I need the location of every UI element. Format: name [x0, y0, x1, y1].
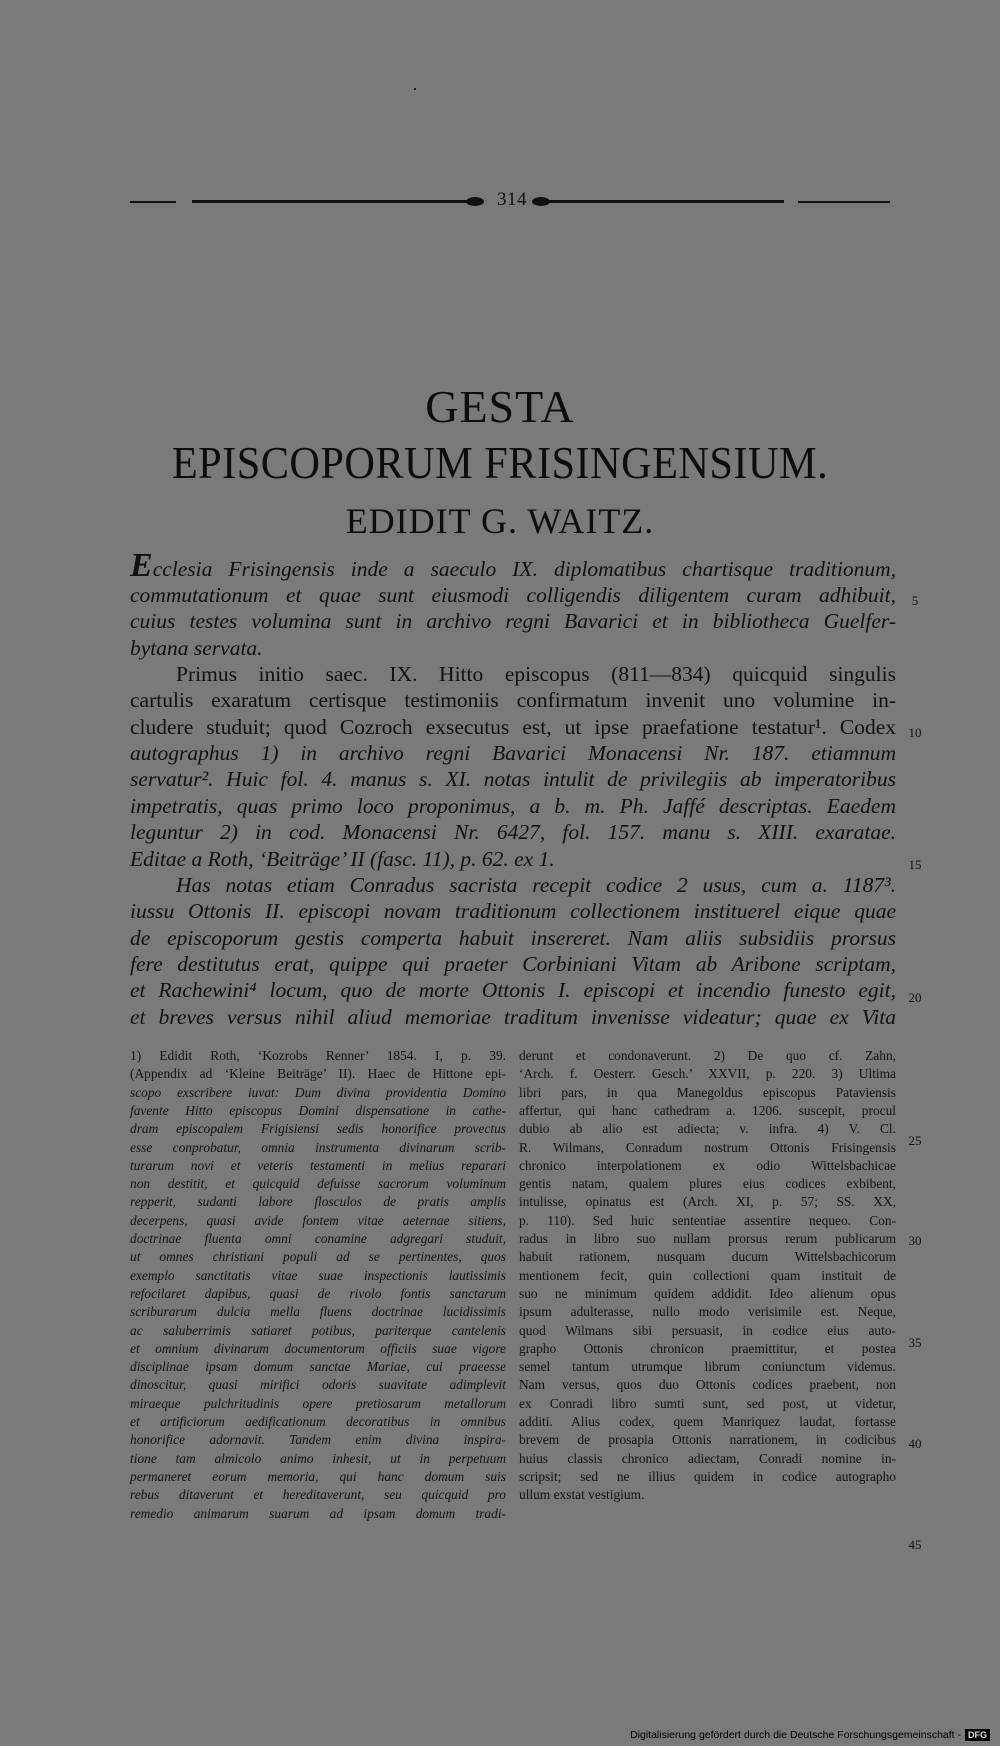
footnote-line: semel tantum utrumque librum coniunctum videmus.	[519, 1359, 896, 1375]
body-line: Has notas etiam Conradus sacrista recepit codice 2 usus, cum a. 1187³.	[176, 873, 896, 897]
body-line: et breves versus nihil aliud memoriae traditum invenisse videatur; quae ex Vita	[130, 1005, 896, 1029]
footnote-line: gentis natam, qualem plures eius codices exbibent,	[519, 1176, 896, 1192]
footnote-line: huius classis chronico adiectam, Conradi nomine in-	[519, 1450, 896, 1466]
body-line: fere destitutus erat, quippe qui praeter Corbiniani Vitam ab Aribone scriptam,	[130, 952, 896, 976]
footnote-line: chronico interpolationem ex odio Wittelsbachicae	[519, 1157, 896, 1173]
footnote-line: suo ne minimum quidem addidit. Ideo alienum opus	[519, 1285, 896, 1301]
body-line: leguntur 2) in cod. Monacensi Nr. 6427, fol. 157. manu s. XIII. exaratae.	[130, 820, 896, 844]
line-number: 15	[908, 857, 922, 872]
footnote-line: scopo exscribere iuvat: Dum divina providentia Domino	[130, 1084, 506, 1100]
footnote-line: favente Hitto episcopus Domini dispensatione in cathe-	[130, 1102, 506, 1118]
footnote-line: habuit rationem, nusquam ducum Wittelsbachicorum	[519, 1249, 896, 1265]
body-line: impetratis, quas primo loco proponimus, a b. m. Ph. Jaffé descriptas. Eaedem	[130, 794, 896, 818]
body-line: cartulis exaratum certisque testimoniis confirmatum invenit uno volumine in-	[130, 688, 896, 712]
footnote-line: disciplinae ipsam domum sanctae Mariae, cui praeesse	[130, 1359, 506, 1375]
footnote-line: non destitit, et quicquid defuisse sacrorum voluminum	[130, 1176, 506, 1192]
footnote-line: dubio ab alio est adiecta; v. infra. 4) V. Cl.	[519, 1121, 896, 1137]
footnote-line: ac saluberrimis satiaret potibus, pariterque cantelenis	[130, 1322, 506, 1338]
footnote-line: honorifice adornavit. Tandem enim divina inspira-	[130, 1432, 506, 1448]
footnote-line: brevem de prosapia Ottonis narrationem, in codicibus	[519, 1432, 896, 1448]
footnote-line: et omnium divinarum documentorum officiis suae vigore	[130, 1340, 506, 1356]
body-line: Editae a Roth, ‘Beiträge’ II (fasc. 11), p. 62. ex 1.	[130, 847, 555, 871]
footnote-line: dinoscitur, quasi mirifici odoris suavitate adimplevit	[130, 1377, 506, 1393]
footnote-line: intulisse, opinatus est (Arch. XI, p. 57; SS. XX,	[519, 1194, 896, 1210]
footnote-line: repperit, sudanti labore flosculos de pratis amplis	[130, 1194, 506, 1210]
footnote-line: (Appendix ad ‘Kleine Beiträge’ II). Haec de Hittone epi-	[130, 1066, 506, 1082]
footnote-line: remedio animarum suarum ad ipsam domum tradi-	[130, 1505, 506, 1521]
body-line: et Rachewini⁴ locum, quo de morte Ottonis I. episcopi et incendio funesto egit,	[130, 978, 896, 1002]
line-number: 25	[908, 1133, 922, 1148]
footnote-line: scripsit; sed ne illius quidem in codice autographo	[519, 1468, 896, 1484]
footnote-line: turarum novi et veteris testamenti in melius reparari	[130, 1157, 506, 1173]
footnote-line: grapho Ottonis chronicon praemittitur, et postea	[519, 1340, 896, 1356]
dfg-logo: DFG	[965, 1729, 990, 1741]
title-line-3: EDIDIT G. WAITZ.	[345, 501, 655, 541]
body-line: iussu Ottonis II. episcopi novam traditionum collectionem instituerel eique quae	[130, 899, 896, 923]
body-line: Primus initio saec. IX. Hitto episcopus (811—834) quicquid singulis	[176, 662, 896, 686]
line-number: 20	[908, 990, 922, 1005]
header-rule-right-short	[798, 201, 890, 203]
page-header	[130, 189, 890, 211]
body-line: de episcoporum gestis comperta habuit insereret. Nam aliis subsidiis prorsus	[130, 926, 896, 950]
footnote-line: esse conprobatur, omnia instrumenta divinarum scrib-	[130, 1139, 506, 1155]
footnote-line: ullum exstat vestigium.	[519, 1487, 645, 1503]
footnote-line: additi. Alius codex, quem Manriquez laudat, fortasse	[519, 1414, 896, 1429]
header-rule-left-ornament	[192, 200, 478, 203]
footnote-line: ‘Arch. f. Oesterr. Gesch.’ XXVII, p. 220. 3) Ultima	[519, 1066, 896, 1082]
footnote-line: R. Wilmans, Conradum nostrum Ottonis Frisingensis	[519, 1139, 896, 1155]
footnote-line: et artificiorum aedificationum decoratibus in omnibus	[130, 1414, 506, 1429]
speck-mark	[414, 88, 416, 90]
body-line: bytana servata.	[130, 636, 263, 660]
credit-text: Digitalisierung gefördert durch die Deutsche Forschungsgemeinschaft -	[630, 1729, 961, 1741]
footnote-line: decerpens, quasi avide fontem vitae aeternae sitiens,	[130, 1212, 506, 1228]
line-number: 5	[911, 593, 919, 608]
page-number: 314	[497, 189, 527, 210]
footnote-line: quod Wilmans sibi persuasit, in codice eius auto-	[519, 1322, 896, 1338]
footnote-line: affertur, qui hanc cathedram a. 1206. suscepit, procul	[519, 1102, 896, 1118]
line-number: 40	[908, 1436, 922, 1451]
footnote-line: ipsum adulterasse, nullo modo verisimile est. Neque,	[519, 1304, 896, 1320]
footnote-line: derunt et condonaverunt. 2) De quo cf. Zahn,	[519, 1048, 896, 1063]
footnote-line: ex Conradi libro sumti sunt, sed post, ut videtur,	[519, 1395, 896, 1411]
title-line-2: EPISCOPORUM FRISINGENSIUM.	[171, 437, 829, 488]
header-rule-left-short	[130, 201, 176, 203]
footnote-line: doctrinae fluenta omni conamine adgregari studuit,	[130, 1231, 506, 1246]
body-line: cludere studuit; quod Cozroch exsecutus est, ut ipse praefatione testatur¹. Codex	[130, 715, 896, 739]
footnote-line: Nam versus, quos duo Ottonis codices praebent, non	[519, 1377, 896, 1393]
title-line-1: GESTA	[425, 381, 575, 432]
footnote-line: p. 110). Sed huic sententiae assentire nequeo. Con-	[519, 1212, 896, 1228]
footnote-line: libri pars, in qua Manegoldus episcopus Pataviensis	[519, 1084, 896, 1100]
footnote-line: exemplo sanctitatis vitae suae inspectionis lautissimis	[130, 1267, 506, 1283]
body-line: servatur². Huic fol. 4. manus s. XI. notas intulit de privilegiis ab imperatoribus	[130, 767, 896, 791]
body-line: cuius testes volumina sunt in archivo regni Bavarici et in bibliotheca Guelfer-	[130, 609, 896, 633]
line-number: 30	[908, 1233, 922, 1248]
footnote-line: miraeque pulchritudinis opere pretiosarum metallorum	[130, 1395, 506, 1411]
footnote-line: ut omnes christiani populi ad se pertinentes, quos	[130, 1249, 506, 1265]
footnote-line: refocilaret dapibus, quasi de rivolo fontis sanctarum	[130, 1285, 506, 1301]
footnote-line: scriburarum dulcia mella fluens doctrinae lucidissimis	[130, 1304, 506, 1320]
footnote-line: permaneret eorum memoria, qui hanc domum suis	[130, 1468, 506, 1484]
line-number: 10	[908, 725, 922, 740]
body-line: commutationum et quae sunt eiusmodi colligendis diligentem curam adhibuit,	[130, 583, 896, 607]
footnote-line: dram episcopalem Frigisiensi sedis honorifice provectus	[130, 1121, 506, 1137]
footnote-line: mentionem fecit, quin collectioni quam instituit de	[519, 1267, 896, 1283]
footnote-line: rebus ditaverunt et hereditaverunt, seu quicquid pro	[130, 1487, 506, 1503]
body-line: Ecclesia Frisingensis inde a saeculo IX. diplomatibus chartisque traditionum,	[130, 547, 896, 584]
line-number: 35	[908, 1335, 922, 1350]
digitization-credit	[630, 1729, 990, 1741]
header-rule-right-ornament	[538, 200, 784, 203]
body-line: autographus 1) in archivo regni Bavarici Monacensi Nr. 187. etiamnum	[130, 741, 896, 765]
footnote-line: tione tam almicolo animo inhesit, ut in perpetuum	[130, 1450, 506, 1466]
footnote-line: radus in libro suo nullam prorsus rerum publicarum	[519, 1231, 896, 1246]
footnote-line: 1) Edidit Roth, ‘Kozrobs Renner’ 1854. I, p. 39.	[130, 1048, 506, 1063]
line-number: 45	[908, 1537, 922, 1552]
drop-cap: E	[130, 547, 153, 584]
